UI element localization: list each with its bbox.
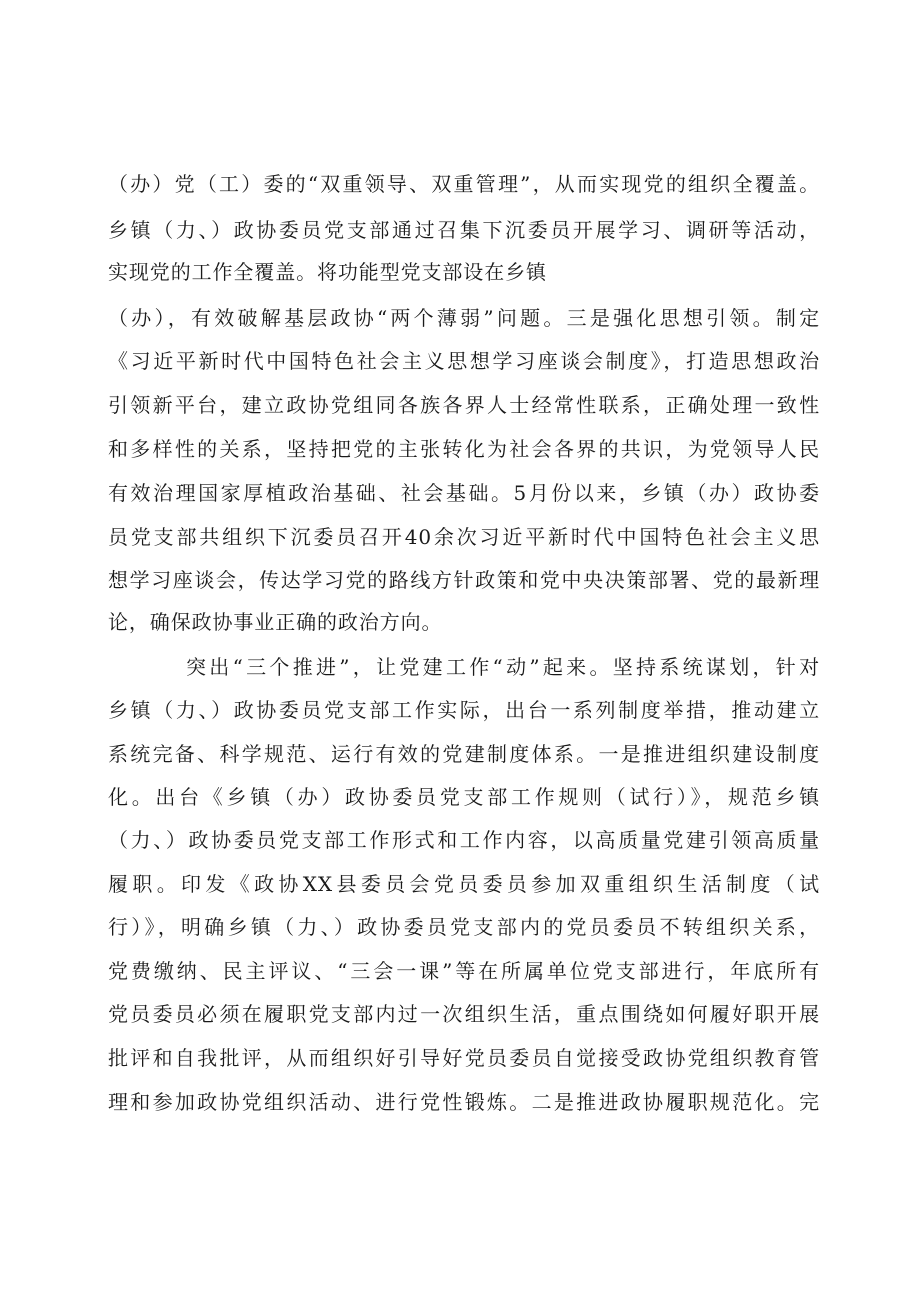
text-line: （办）党（工）委的“双重领导、双重管理”，从而实现党的组织全覆盖。 — [108, 172, 820, 196]
text-line: 引领新平台，建立政协党组同各族各界人士经常性联系，正确处理一致性 — [108, 393, 820, 417]
text-line: 化。出台《乡镇（办）政协委员党支部工作规则（试行）》，规范乡镇 — [108, 785, 820, 809]
text-line: 批评和自我批评，从而组织好引导好党员委员自觉接受政协党组织教育管 — [108, 1046, 820, 1070]
text-line: 乡镇（力、）政协委员党支部工作实际，出台一系列制度举措，推动建立 — [108, 698, 820, 722]
text-line: 员党支部共组织下沉委员召开40余次习近平新时代中国特色社会主义思 — [108, 525, 820, 549]
text-line: 《习近平新时代中国特色社会主义思想学习座谈会制度》，打造思想政治 — [108, 349, 820, 373]
text-line: 党费缴纳、民主评议、“三会一课”等在所属单位党支部进行，年底所有 — [108, 959, 820, 983]
text-line: 乡镇（力、）政协委员党支部通过召集下沉委员开展学习、调研等活动， — [108, 218, 820, 242]
text-line: 和多样性的关系，坚持把党的主张转化为社会各界的共识，为党领导人民 — [108, 437, 820, 461]
text-line: 党员委员必须在履职党支部内过一次组织生活，重点围绕如何履好职开展 — [108, 1002, 820, 1026]
text-line: 理和参加政协党组织活动、进行党性锻炼。二是推进政协履职规范化。完 — [108, 1090, 820, 1114]
text-line: 系统完备、科学规范、运行有效的党建制度体系。一是推进组织建设制度 — [108, 742, 820, 766]
text-line: 想学习座谈会，传达学习党的路线方针政策和党中央决策部署、党的最新理 — [108, 568, 820, 592]
text-line: 论，确保政协事业正确的政治方向。 — [108, 610, 443, 634]
text-line: 行）》，明确乡镇（力、）政协委员党支部内的党员委员不转组织关系， — [108, 915, 820, 939]
paragraph-first-line: 突出“三个推进”，让党建工作“动”起来。坚持系统谋划，针对 — [186, 655, 820, 679]
text-line: （力、）政协委员党支部工作形式和工作内容，以高质量党建引领高质量 — [108, 828, 820, 852]
text-line: 履职。印发《政协XX县委员会党员委员参加双重组织生活制度（试 — [108, 872, 820, 896]
text-line: （办），有效破解基层政协“两个薄弱”问题。三是强化思想引领。制定 — [108, 306, 820, 330]
text-line: 有效治理国家厚植政治基础、社会基础。5月份以来，乡镇（办）政协委 — [108, 481, 820, 505]
text-line: 实现党的工作全覆盖。将功能型党支部设在乡镇 — [108, 260, 547, 284]
